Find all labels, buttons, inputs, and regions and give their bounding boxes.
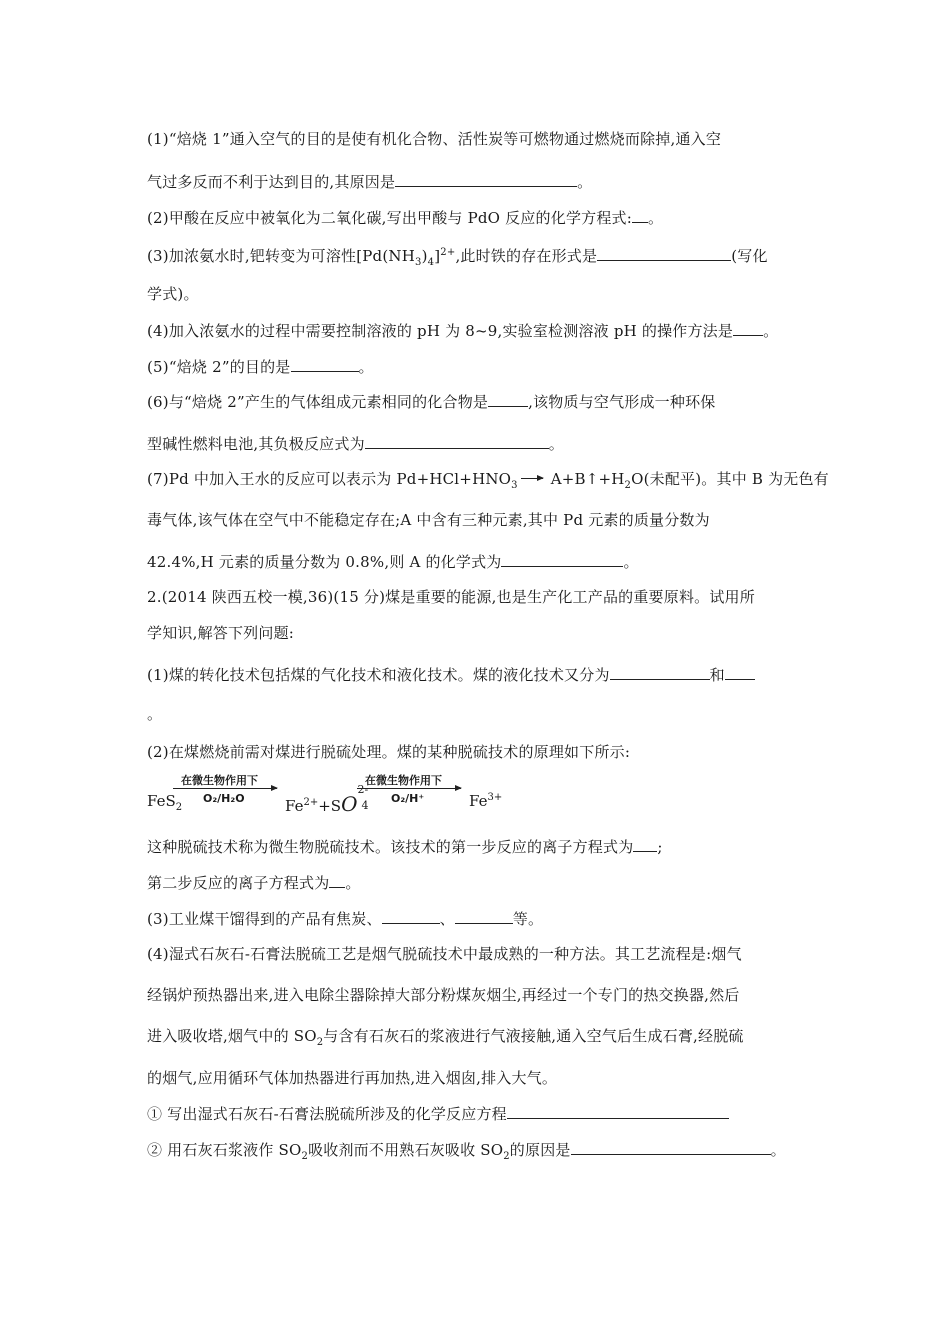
text-line: (3)工业煤干馏得到的产品有焦炭、 、 等。 <box>147 910 544 928</box>
text-line: 这种脱硫技术称为微生物脱硫技术。该技术的第一步反应的离子方程式为 ; <box>147 838 663 856</box>
scheme-arrow-1 <box>173 788 277 789</box>
answer-blank[interactable] <box>488 391 528 407</box>
text-line: ② 用石灰石浆液作 $SO_2$吸收剂而不用熟石灰吸收 $SO_2$的原因是 。 <box>147 1141 786 1162</box>
answer-blank[interactable] <box>365 433 549 449</box>
scheme-condition-1-bottom: O₂/H₂O <box>203 792 245 805</box>
text-line: 学知识,解答下列问题: <box>147 624 295 642</box>
text-line: (7)Pd 中加入王水的反应可以表示为 $Pd+HCl+HNO_3$ $A+B↑+H_2O$(未配平)。其中 B 为无色有 <box>147 470 829 491</box>
answer-blank[interactable] <box>507 1103 729 1119</box>
scheme-product: $Fe^{3+}$ <box>469 792 503 810</box>
answer-blank[interactable] <box>382 908 440 924</box>
text-line: (1)“焙烧 1”通入空气的目的是使有机化合物、活性炭等可燃物通过燃烧而除掉,通入空 <box>147 130 722 148</box>
text-line: (4)湿式石灰石-石膏法脱硫工艺是烟气脱硫技术中最成熟的一种方法。其工艺流程是:烟气 <box>147 945 742 963</box>
answer-blank[interactable] <box>610 664 710 680</box>
answer-blank[interactable] <box>501 551 623 567</box>
scheme-intermediate: $Fe^{2+}+SO$ 2- 4 <box>285 783 369 816</box>
text-line: 第二步反应的离子方程式为 。 <box>147 874 361 892</box>
text-line: 毒气体,该气体在空气中不能稳定存在;A 中含有三种元素,其中 Pd 元素的质量分数为 <box>147 511 710 529</box>
answer-blank[interactable] <box>597 245 731 261</box>
scheme-condition-1-top: 在微生物作用下 <box>181 774 258 787</box>
text-line: (3)加浓氨水时,钯转变为可溶性$[Pd(NH_3)_4]^{2+}$,此时铁的存在形式是 (写化 <box>147 247 768 268</box>
text-line: (2)在煤燃烧前需对煤进行脱硫处理。煤的某种脱硫技术的原理如下所示: <box>147 743 631 761</box>
reaction-arrow <box>518 474 546 484</box>
text-line: (4)加入浓氨水的过程中需要控制溶液的 pH 为 8~9,实验室检测溶液 pH 的操作方法是 。 <box>147 322 779 340</box>
answer-blank[interactable] <box>733 320 763 336</box>
answer-blank[interactable] <box>632 207 648 223</box>
text-line: 气过多反而不利于达到目的,其原因是 。 <box>147 173 593 191</box>
scheme-condition-2-top: 在微生物作用下 <box>365 774 442 787</box>
scheme-reactant: FeS$_2$ <box>147 792 183 813</box>
scheme-condition-2-bottom: O₂/H⁺ <box>391 792 425 805</box>
text-line: (6)与“焙烧 2”产生的气体组成元素相同的化合物是 ,该物质与空气形成一种环保 <box>147 393 716 411</box>
scheme-arrow-2 <box>357 788 461 789</box>
desulfurization-scheme <box>147 770 567 820</box>
answer-blank[interactable] <box>395 171 577 187</box>
answer-blank[interactable] <box>633 836 657 852</box>
text-line: (2)甲酸在反应中被氧化为二氧化碳,写出甲酸与 PdO 反应的化学方程式: 。 <box>147 209 664 227</box>
answer-blank[interactable] <box>455 908 513 924</box>
text-line: ① 写出湿式石灰石-石膏法脱硫所涉及的化学反应方程 <box>147 1103 729 1124</box>
text-line: 。 <box>147 705 163 723</box>
answer-blank[interactable] <box>329 872 345 888</box>
answer-blank[interactable] <box>291 356 359 372</box>
text-line: (1)煤的转化技术包括煤的气化技术和液化技术。煤的液化技术又分为 和 <box>147 664 755 685</box>
text-line: 经锅炉预热器出来,进入电除尘器除掉大部分粉煤灰烟尘,再经过一个专门的热交换器,然后 <box>147 986 740 1004</box>
answer-blank[interactable] <box>571 1139 771 1155</box>
text-line: (5)“焙烧 2”的目的是 。 <box>147 358 374 376</box>
question-heading: 2.(2014 陕西五校一模,36)(15 分)煤是重要的能源,也是生产化工产品的重要原料。试用所 <box>147 588 755 606</box>
text-line: 学式)。 <box>147 285 199 303</box>
text-line: 进入吸收塔,烟气中的 $SO_2$与含有石灰石的浆液进行气液接触,通入空气后生成石膏,经脱硫 <box>147 1027 744 1048</box>
text-line: 的烟气,应用循环气体加热器进行再加热,进入烟囱,排入大气。 <box>147 1069 558 1087</box>
text-line: 42.4%,H 元素的质量分数为 0.8%,则 A 的化学式为 。 <box>147 553 639 571</box>
answer-blank[interactable] <box>725 664 755 680</box>
text-line: 型碱性燃料电池,其负极反应式为 。 <box>147 435 564 453</box>
